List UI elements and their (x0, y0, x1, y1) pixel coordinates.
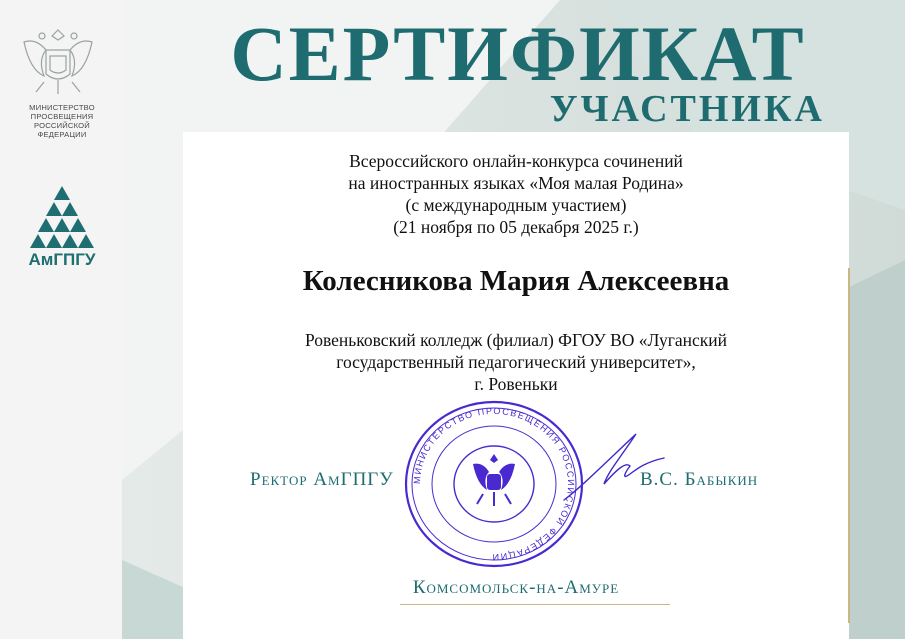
event-description (183, 150, 849, 238)
organization-line: государственный педагогический университет», (336, 352, 696, 372)
signer-name: В.С. Бабыкин (640, 469, 759, 490)
certificate-subtitle: УЧАСТНИКА (549, 88, 825, 130)
university-logo-icon (25, 184, 99, 250)
card-frame-line (820, 268, 850, 623)
event-line: (с международным участием) (405, 195, 627, 215)
ministry-line: МИНИСТЕРСТВО (29, 103, 95, 112)
certificate-title: СЕРТИФИКАТ (230, 10, 806, 97)
city: Комсомольск-на-Амуре (412, 577, 620, 598)
city-underline (400, 604, 670, 605)
organization-line: г. Ровеньки (474, 374, 558, 394)
event-line: на иностранных языках «Моя малая Родина» (348, 173, 684, 193)
event-line: Всероссийского онлайн-конкурса сочинений (349, 151, 683, 171)
ministry-name (10, 103, 114, 139)
signer-title: Ректор АмГПГУ (250, 469, 394, 490)
official-stamp (403, 398, 585, 570)
stamp-text: МИНИСТЕРСТВО ПРОСВЕЩЕНИЯ РОССИЙСКОЙ ФЕДЕРАЦИИ (411, 405, 577, 563)
stamp-eagle-icon (473, 454, 515, 506)
organization (183, 329, 849, 395)
university-abbr: АмГПГУ (28, 250, 96, 269)
event-line: (21 ноября по 05 декабря 2025 г.) (393, 217, 639, 237)
ministry-emblem-icon (14, 22, 102, 102)
organization-line: Ровеньковский колледж (филиал) ФГОУ ВО «Луганский (304, 330, 728, 350)
ministry-line: ПРОСВЕЩЕНИЯ (30, 112, 94, 121)
recipient-name: Колесникова Мария Алексеевна (302, 265, 730, 297)
ministry-line: ФЕДЕРАЦИИ (37, 130, 87, 139)
ministry-line: РОССИЙСКОЙ (34, 121, 90, 130)
